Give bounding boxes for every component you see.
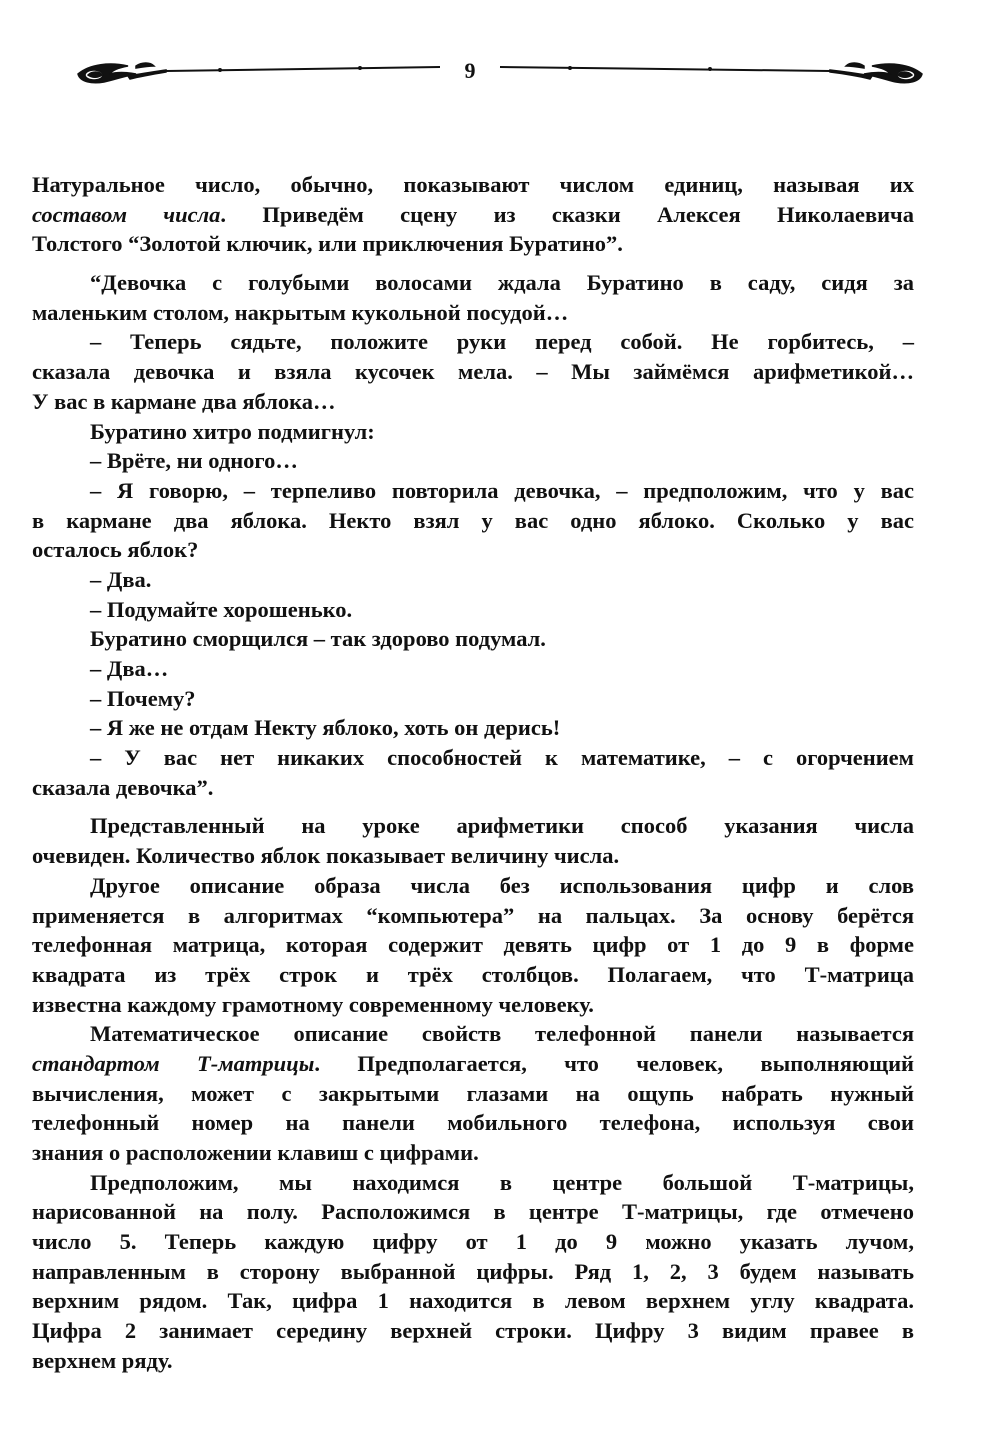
text-line bbox=[32, 773, 914, 803]
text-run: знания о расположении клавиш с цифрами. bbox=[32, 1140, 479, 1165]
paragraph bbox=[32, 1168, 914, 1376]
text-run: – Два… bbox=[90, 656, 169, 681]
text-line bbox=[32, 476, 914, 506]
text-run: Буратино хитро подмигнул: bbox=[90, 418, 375, 444]
paragraph bbox=[32, 595, 914, 625]
page-header bbox=[70, 52, 930, 102]
text-run: . Предполагается, что человек, выполняющий bbox=[314, 1050, 914, 1076]
text-run: – Я говорю, – терпеливо повторила девочка, – предположим, что у вас bbox=[90, 477, 914, 503]
text-line bbox=[32, 841, 914, 871]
text-run: . Приведём сцену из сказки Алексея Николаевича bbox=[220, 201, 914, 227]
text-line bbox=[32, 357, 914, 387]
text-run: применяется в алгоритмах “компьютера” на пальцах. За основу берётся bbox=[32, 902, 914, 928]
text-line bbox=[32, 1257, 914, 1287]
text-run: – Теперь сядьте, положите руки перед собой. Не горбитесь, – bbox=[90, 329, 914, 355]
paragraph bbox=[32, 446, 914, 476]
italic-term: составом числа bbox=[32, 201, 221, 227]
text-line bbox=[32, 327, 914, 357]
paragraph bbox=[32, 476, 914, 565]
text-line bbox=[32, 1019, 914, 1049]
text-run: Другое описание образа числа без использования цифр и слов bbox=[90, 872, 914, 898]
text-line bbox=[32, 684, 914, 714]
paragraph bbox=[32, 327, 914, 416]
text-line bbox=[32, 1049, 914, 1079]
text-run: в кармане два яблока. Некто взял у вас одно яблоко. Сколько у вас bbox=[32, 507, 914, 533]
text-line bbox=[32, 654, 914, 684]
text-run: – Врёте, ни одного… bbox=[90, 448, 298, 474]
paragraph bbox=[32, 565, 914, 595]
text-line bbox=[32, 1227, 914, 1257]
text-run: число 5. Теперь каждую цифру от 1 до 9 можно указать лучом, bbox=[32, 1229, 914, 1255]
text-run: телефонная матрица, которая содержит девять цифр от 1 до 9 в форме bbox=[32, 932, 914, 958]
text-run: квадрата из трёх строк и трёх столбцов. Полагаем, что Т-матрица bbox=[32, 961, 914, 987]
text-line bbox=[32, 743, 914, 773]
text-run: “Девочка с голубыми волосами ждала Буратино в саду, сидя за bbox=[90, 270, 914, 296]
page-number: 9 bbox=[464, 58, 476, 83]
text-run: верхним рядом. Так, цифра 1 находится в левом верхнем углу квадрата. bbox=[32, 1288, 914, 1314]
text-line bbox=[32, 1197, 914, 1227]
text-line bbox=[32, 930, 914, 960]
text-line bbox=[32, 268, 914, 298]
text-run: Натуральное число, обычно, показывают числом единиц, называя их bbox=[32, 172, 914, 197]
text-run: сказала девочка и взяла кусочек мела. – Мы займёмся арифметикой… bbox=[32, 359, 914, 385]
text-run: очевиден. Количество яблок показывает величину числа. bbox=[32, 843, 620, 869]
text-run: – Я же не отдам Некту яблоко, хоть он дерись! bbox=[90, 715, 561, 741]
text-line bbox=[32, 960, 914, 990]
page-body-text bbox=[32, 170, 914, 1376]
italic-term: стандартом Т-матрицы bbox=[32, 1050, 315, 1076]
text-line bbox=[32, 298, 914, 328]
text-line bbox=[32, 387, 914, 417]
text-line bbox=[32, 565, 914, 595]
text-run: маленьким столом, накрытым кукольной посудой… bbox=[32, 299, 569, 325]
paragraph bbox=[32, 811, 914, 870]
text-line bbox=[32, 229, 914, 259]
text-run: телефонный номер на панели мобильного телефона, используя свои bbox=[32, 1110, 914, 1136]
paragraph bbox=[32, 624, 914, 654]
text-run: вычисления, может с закрытыми глазами на ощупь набрать нужный bbox=[32, 1080, 914, 1106]
text-run: нарисованной на полу. Расположимся в центре Т-матрицы, где отмечено bbox=[32, 1199, 914, 1225]
text-line bbox=[32, 595, 914, 625]
text-line bbox=[32, 901, 914, 931]
text-line bbox=[32, 446, 914, 476]
text-line bbox=[32, 1108, 914, 1138]
text-run: – Почему? bbox=[90, 685, 196, 711]
text-line bbox=[32, 1316, 914, 1346]
text-run: верхнем ряду. bbox=[32, 1347, 173, 1373]
text-run: Буратино сморщился – так здорово подумал. bbox=[90, 626, 546, 652]
text-run: У вас в кармане два яблока… bbox=[32, 388, 336, 414]
paragraph bbox=[32, 684, 914, 714]
text-run: – У вас нет никаких способностей к математике, – с огорчением bbox=[90, 745, 914, 771]
text-line bbox=[32, 713, 914, 743]
paragraph bbox=[32, 170, 914, 259]
text-line bbox=[32, 170, 914, 200]
text-line bbox=[32, 811, 914, 841]
paragraph bbox=[32, 268, 914, 327]
text-line bbox=[32, 1138, 914, 1168]
text-run: Представленный на уроке арифметики способ указания числа bbox=[90, 813, 914, 839]
paragraph bbox=[32, 654, 914, 684]
text-line bbox=[32, 1168, 914, 1198]
text-line bbox=[32, 506, 914, 536]
text-line bbox=[32, 1286, 914, 1316]
paragraph bbox=[32, 713, 914, 743]
paragraph bbox=[32, 743, 914, 802]
paragraph bbox=[32, 871, 914, 1019]
text-run: – Два. bbox=[90, 566, 152, 592]
text-line bbox=[32, 200, 914, 230]
text-run: направленным в сторону выбранной цифры. Ряд 1, 2, 3 будем называть bbox=[32, 1258, 914, 1284]
text-line bbox=[32, 1079, 914, 1109]
decorative-flourish-icon bbox=[70, 52, 930, 102]
text-line bbox=[32, 624, 914, 654]
text-run: – Подумайте хорошенько. bbox=[90, 596, 353, 622]
text-line bbox=[32, 535, 914, 565]
text-line bbox=[32, 871, 914, 901]
text-run: Толстого “Золотой ключик, или приключения Буратино”. bbox=[32, 231, 623, 257]
text-run: Цифра 2 занимает середину верхней строки. Цифру 3 видим правее в bbox=[32, 1318, 914, 1344]
text-line bbox=[32, 417, 914, 447]
text-run: Предположим, мы находимся в центре большой Т-матрицы, bbox=[90, 1169, 914, 1195]
text-run: сказала девочка”. bbox=[32, 774, 214, 800]
paragraph bbox=[32, 1019, 914, 1167]
text-run: известна каждому грамотному современному человеку. bbox=[32, 991, 594, 1017]
text-line bbox=[32, 1346, 914, 1376]
text-run: Математическое описание свойств телефонной панели называется bbox=[90, 1021, 914, 1047]
paragraph bbox=[32, 417, 914, 447]
text-line bbox=[32, 990, 914, 1020]
text-run: осталось яблок? bbox=[32, 537, 199, 563]
